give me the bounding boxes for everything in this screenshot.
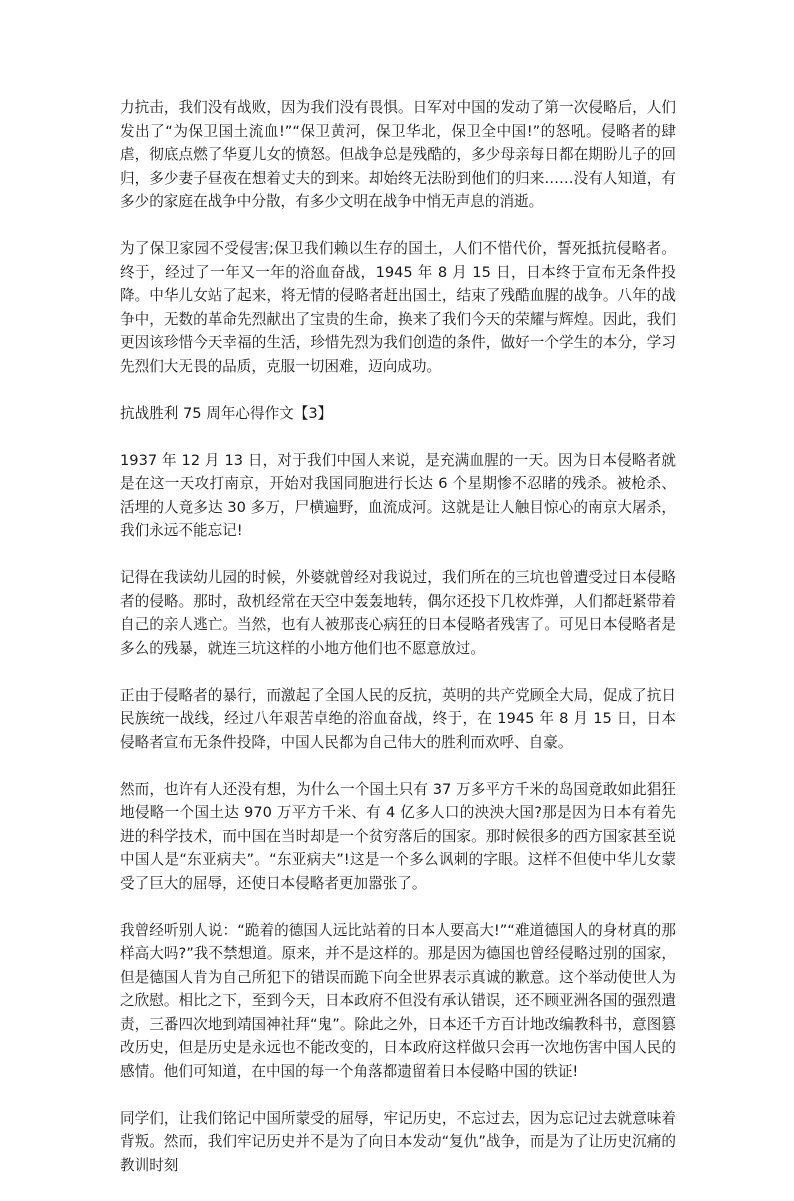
paragraph: 然而，也许有人还没有想，为什么一个国土只有 37 万多平方千米的岛国竟敢如此猖狂地侵略一个国土达 970 万平方千米、有 4 亿多人口的泱泱大国?那是因为日本有着先进的科学技术，而中国在当时却是一个贫穷落后的国家。那时候很多的西方国家甚至说中国人是“东亚病夫”。“东亚病夫”!这是一个多么讽刺的字眼。这样不但使中华儿女蒙受了巨大的屈辱，还使日本侵略者更加嚣张了。 [120, 780, 676, 892]
paragraph: 力抗击，我们没有战败，因为我们没有畏惧。日军对中国的发动了第一次侵略后，人们发出了“为保卫国土流血!”“保卫黄河，保卫华北，保卫全中国!”的怒吼。侵略者的肆虐，彻底点燃了华夏儿女的愤怒。但战争总是残酷的，多少母亲每日都在期盼儿子的回归，多少妻子昼夜在想着丈夫的到来。却始终无法盼到他们的归来……没有人知道，有多少的家庭在战争中分散，有多少文明在战争中悄无声息的消逝。 [120, 99, 676, 210]
section-heading: 抗战胜利 75 周年心得作文【3】 [120, 404, 333, 422]
paragraph: 为了保卫家园不受侵害;保卫我们赖以生存的国土，人们不惜代价，誓死抵抗侵略者。终于，经过了一年又一年的浴血奋战，1945 年 8 月 15 日，日本终于宣布无条件投降。中华儿女站了起来，将无情的侵略者赶出国土，结束了残酷血腥的战争。八年的战争中，无数的革命先烈献出了宝贵的生命，换来了我们今天的荣耀与辉煌。因此，我们更因该珍惜今天幸福的生活，珍惜先烈为我们创造的条件，做好一个学生的本分，学习先烈们大无畏的品质，克服一切困难，迈向成功。 [120, 240, 676, 375]
paragraph: 我曾经听别人说：“跪着的德国人远比站着的日本人要高大!”“难道德国人的身材真的那样高大吗?”我不禁想道。原来，并不是这样的。那是因为德国也曾经侵略过别的国家，但是德国人肯为自己所犯下的错误而跪下向全世界表示真诚的歉意。这个举动使世人为之欣慰。相比之下，至到今天，日本政府不但没有承认错误，还不顾亚洲各国的强烈遣责，三番四次地到靖国神社拜“鬼”。除此之外，日本还千方百计地改编教科书，意图篡改历史，但是历史是永远也不能改变的，日本政府这样做只会再一次地伤害中国人民的感情。他们可知道，在中国的每一个角落都遗留着日本侵略中国的铁证! [120, 921, 676, 1080]
document-body [120, 96, 676, 1201]
paragraph: 1937 年 12 月 13 日，对于我们中国人来说，是充满血腥的一天。因为日本侵略者就是在这一天攻打南京，开始对我国同胞进行长达 6 个星期惨不忍睹的残杀。被枪杀、活埋的人竟多达 30 多万，尸横遍野，血流成河。这就是让人触目惊心的南京大屠杀，我们永远不能忘记! [120, 451, 676, 539]
paragraph: 正由于侵略者的暴行，而激起了全国人民的反抗，英明的共产党顾全大局，促成了抗日民族统一战线，经过八年艰苦卓绝的浴血奋战，终于，在 1945 年 8 月 15 日，日本侵略者宣布无条件投降，中国人民都为自己伟大的胜利而欢呼、自豪。 [120, 686, 676, 751]
paragraph: 记得在我读幼儿园的时候，外婆就曾经对我说过，我们所在的三坑也曾遭受过日本侵略者的侵略。那时，敌机经常在天空中轰轰地转，偶尔还投下几枚炸弹，人们都赶紧带着自己的亲人逃亡。当然，也有人被那丧心病狂的日本侵略者残害了。可见日本侵略者是多么的残暴，就连三坑这样的小地方他们也不愿意放过。 [120, 569, 676, 657]
paragraph: 同学们，让我们铭记中国所蒙受的屈辱，牢记历史，不忘过去，因为忘记过去就意味着背叛。然而，我们牢记历史并不是为了向日本发动“复仇”战争，而是为了让历史沉痛的教训时刻 [120, 1109, 676, 1174]
